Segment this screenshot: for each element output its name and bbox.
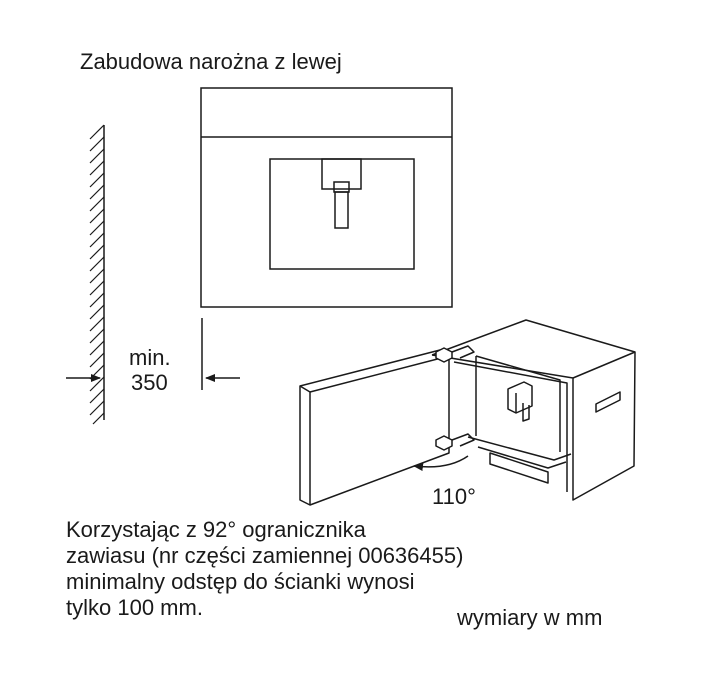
units-label: wymiary w mm bbox=[457, 605, 603, 630]
distance-label-min: min. bbox=[129, 345, 171, 370]
note-line-1: Korzystając z 92° ogranicznika bbox=[66, 517, 366, 542]
diagram-title: Zabudowa narożna z lewej bbox=[80, 49, 342, 74]
distance-label-value: 350 bbox=[131, 370, 168, 395]
note-line-4: tylko 100 mm. bbox=[66, 595, 203, 620]
note-line-3: minimalny odstęp do ścianki wynosi bbox=[66, 569, 415, 594]
opening-angle-arc bbox=[414, 456, 468, 467]
note-line-2: zawiasu (nr części zamiennej 00636455) bbox=[66, 543, 464, 568]
appliance-open-door-view bbox=[300, 320, 635, 505]
coffee-outlet bbox=[322, 159, 361, 189]
appliance-front-view bbox=[201, 88, 452, 307]
side-wall bbox=[90, 125, 104, 424]
coffee-spout bbox=[335, 192, 348, 228]
angle-label: 110° bbox=[432, 484, 476, 509]
